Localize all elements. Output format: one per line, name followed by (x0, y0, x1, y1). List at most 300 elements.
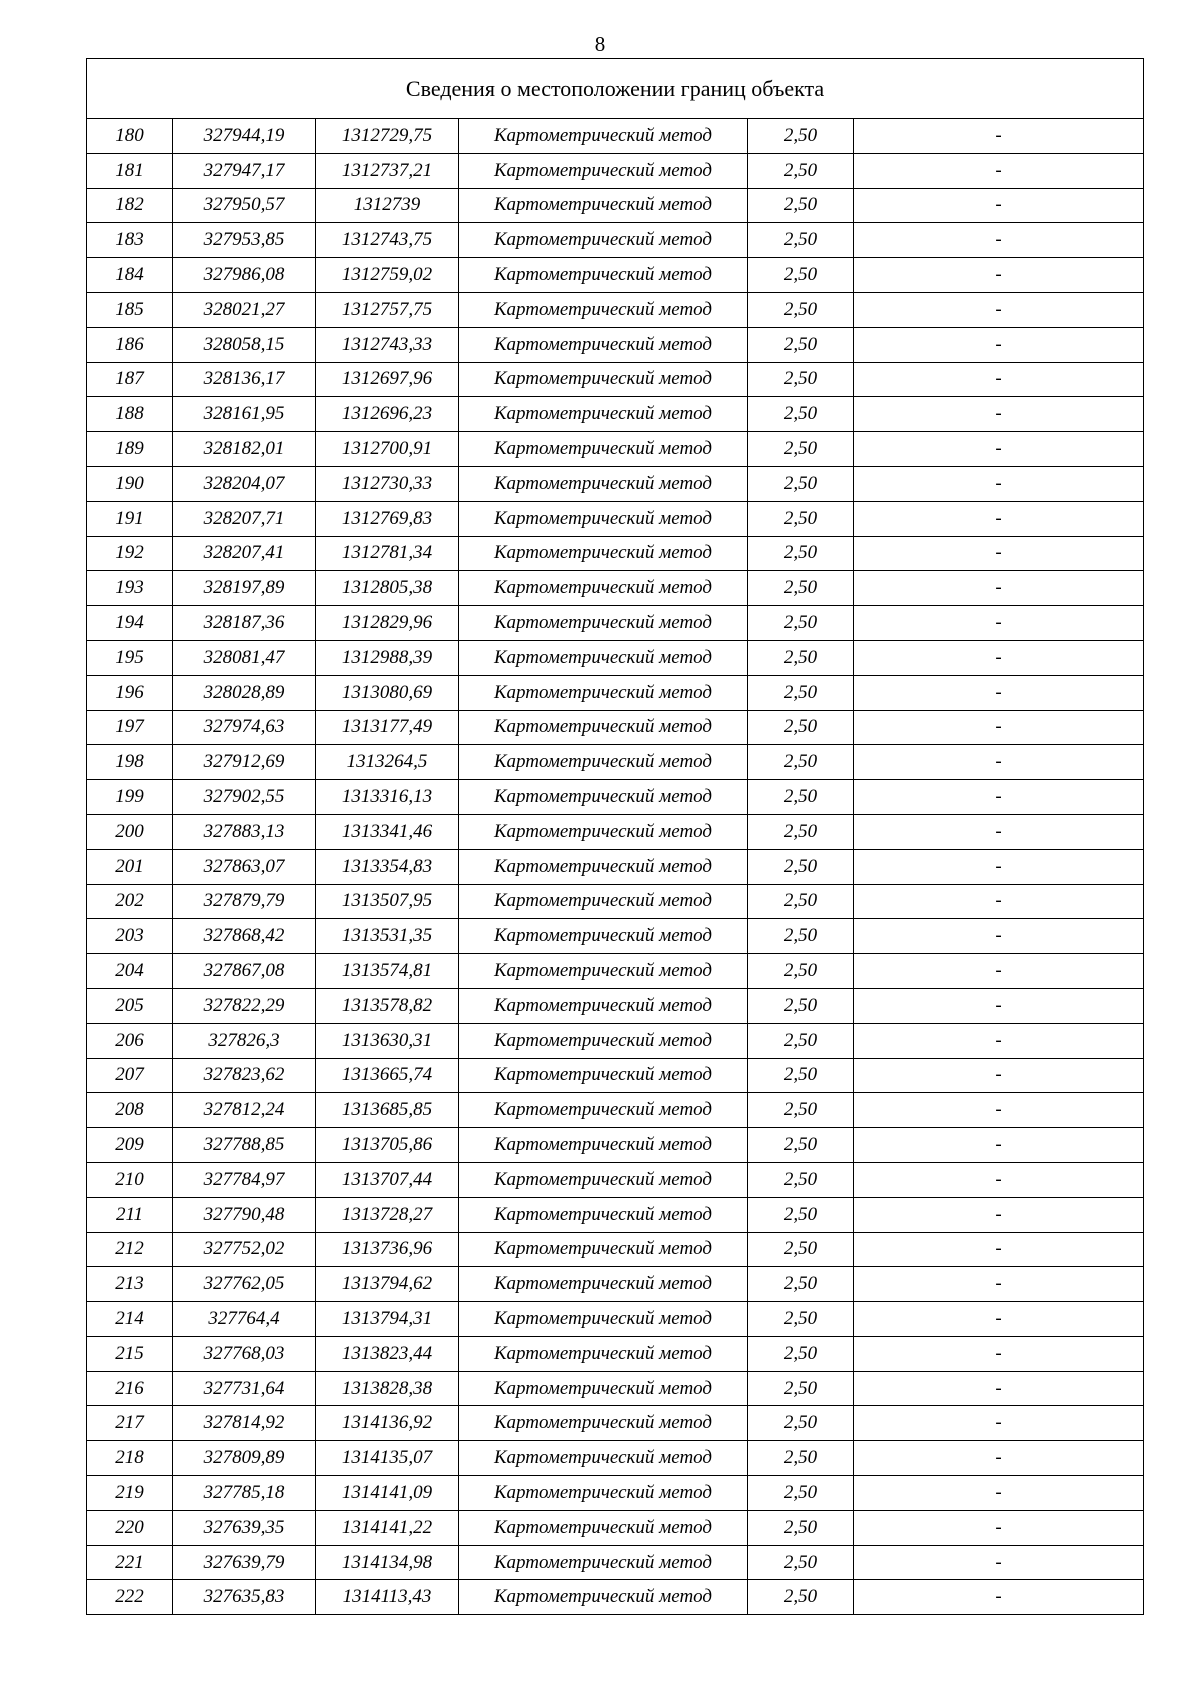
x-coordinate-cell: 328182,01 (173, 432, 316, 467)
x-coordinate-cell: 327863,07 (173, 849, 316, 884)
point-number-cell: 213 (87, 1267, 173, 1302)
point-number-cell: 217 (87, 1406, 173, 1441)
description-cell: - (854, 988, 1144, 1023)
x-coordinate-cell: 327812,24 (173, 1093, 316, 1128)
method-cell: Картометрический метод (459, 397, 748, 432)
accuracy-cell: 2,50 (748, 1476, 854, 1511)
accuracy-cell: 2,50 (748, 919, 854, 954)
y-coordinate-cell: 1313665,74 (316, 1058, 459, 1093)
y-coordinate-cell: 1313685,85 (316, 1093, 459, 1128)
description-cell: - (854, 1162, 1144, 1197)
method-cell: Картометрический метод (459, 675, 748, 710)
y-coordinate-cell: 1313736,96 (316, 1232, 459, 1267)
method-cell: Картометрический метод (459, 1476, 748, 1511)
x-coordinate-cell: 328197,89 (173, 571, 316, 606)
table-body (87, 59, 1144, 1615)
description-cell: - (854, 954, 1144, 989)
point-number-cell: 219 (87, 1476, 173, 1511)
description-cell: - (854, 1267, 1144, 1302)
table-row (87, 675, 1144, 710)
method-cell: Картометрический метод (459, 571, 748, 606)
point-number-cell: 188 (87, 397, 173, 432)
point-number-cell: 180 (87, 119, 173, 154)
y-coordinate-cell: 1312781,34 (316, 536, 459, 571)
point-number-cell: 205 (87, 988, 173, 1023)
table-row (87, 292, 1144, 327)
point-number-cell: 211 (87, 1197, 173, 1232)
description-cell: - (854, 223, 1144, 258)
method-cell: Картометрический метод (459, 119, 748, 154)
method-cell: Картометрический метод (459, 501, 748, 536)
table-row (87, 710, 1144, 745)
point-number-cell: 212 (87, 1232, 173, 1267)
accuracy-cell: 2,50 (748, 1232, 854, 1267)
x-coordinate-cell: 327950,57 (173, 188, 316, 223)
table-row (87, 814, 1144, 849)
table-row (87, 849, 1144, 884)
accuracy-cell: 2,50 (748, 223, 854, 258)
description-cell: - (854, 292, 1144, 327)
point-number-cell: 201 (87, 849, 173, 884)
x-coordinate-cell: 327947,17 (173, 153, 316, 188)
x-coordinate-cell: 327868,42 (173, 919, 316, 954)
y-coordinate-cell: 1313177,49 (316, 710, 459, 745)
table-row (87, 153, 1144, 188)
accuracy-cell: 2,50 (748, 1023, 854, 1058)
description-cell: - (854, 1545, 1144, 1580)
accuracy-cell: 2,50 (748, 258, 854, 293)
y-coordinate-cell: 1312769,83 (316, 501, 459, 536)
table-row (87, 327, 1144, 362)
description-cell: - (854, 119, 1144, 154)
y-coordinate-cell: 1313264,5 (316, 745, 459, 780)
accuracy-cell: 2,50 (748, 988, 854, 1023)
accuracy-cell: 2,50 (748, 1441, 854, 1476)
method-cell: Картометрический метод (459, 432, 748, 467)
description-cell: - (854, 780, 1144, 815)
accuracy-cell: 2,50 (748, 675, 854, 710)
x-coordinate-cell: 328058,15 (173, 327, 316, 362)
point-number-cell: 185 (87, 292, 173, 327)
x-coordinate-cell: 327639,35 (173, 1510, 316, 1545)
description-cell: - (854, 188, 1144, 223)
description-cell: - (854, 1371, 1144, 1406)
description-cell: - (854, 675, 1144, 710)
table-row (87, 501, 1144, 536)
accuracy-cell: 2,50 (748, 1058, 854, 1093)
accuracy-cell: 2,50 (748, 1128, 854, 1163)
y-coordinate-cell: 1313354,83 (316, 849, 459, 884)
x-coordinate-cell: 327883,13 (173, 814, 316, 849)
description-cell: - (854, 1406, 1144, 1441)
table-row (87, 1128, 1144, 1163)
y-coordinate-cell: 1312759,02 (316, 258, 459, 293)
accuracy-cell: 2,50 (748, 1371, 854, 1406)
point-number-cell: 209 (87, 1128, 173, 1163)
description-cell: - (854, 710, 1144, 745)
method-cell: Картометрический метод (459, 849, 748, 884)
boundary-coordinates-table (86, 58, 1144, 1615)
table-row (87, 362, 1144, 397)
method-cell: Картометрический метод (459, 1336, 748, 1371)
y-coordinate-cell: 1314141,09 (316, 1476, 459, 1511)
point-number-cell: 210 (87, 1162, 173, 1197)
method-cell: Картометрический метод (459, 466, 748, 501)
table-row (87, 1406, 1144, 1441)
accuracy-cell: 2,50 (748, 292, 854, 327)
x-coordinate-cell: 327639,79 (173, 1545, 316, 1580)
description-cell: - (854, 153, 1144, 188)
method-cell: Картометрический метод (459, 1197, 748, 1232)
y-coordinate-cell: 1314135,07 (316, 1441, 459, 1476)
y-coordinate-cell: 1313705,86 (316, 1128, 459, 1163)
x-coordinate-cell: 328161,95 (173, 397, 316, 432)
y-coordinate-cell: 1313794,31 (316, 1302, 459, 1337)
description-cell: - (854, 919, 1144, 954)
y-coordinate-cell: 1312729,75 (316, 119, 459, 154)
description-cell: - (854, 814, 1144, 849)
x-coordinate-cell: 327785,18 (173, 1476, 316, 1511)
table-row (87, 640, 1144, 675)
description-cell: - (854, 327, 1144, 362)
point-number-cell: 215 (87, 1336, 173, 1371)
point-number-cell: 221 (87, 1545, 173, 1580)
y-coordinate-cell: 1313507,95 (316, 884, 459, 919)
x-coordinate-cell: 327731,64 (173, 1371, 316, 1406)
method-cell: Картометрический метод (459, 780, 748, 815)
y-coordinate-cell: 1312757,75 (316, 292, 459, 327)
accuracy-cell: 2,50 (748, 188, 854, 223)
method-cell: Картометрический метод (459, 1093, 748, 1128)
point-number-cell: 204 (87, 954, 173, 989)
method-cell: Картометрический метод (459, 814, 748, 849)
method-cell: Картометрический метод (459, 1302, 748, 1337)
x-coordinate-cell: 327809,89 (173, 1441, 316, 1476)
y-coordinate-cell: 1313728,27 (316, 1197, 459, 1232)
y-coordinate-cell: 1312737,21 (316, 153, 459, 188)
accuracy-cell: 2,50 (748, 1545, 854, 1580)
x-coordinate-cell: 327912,69 (173, 745, 316, 780)
table-row (87, 188, 1144, 223)
point-number-cell: 182 (87, 188, 173, 223)
description-cell: - (854, 1093, 1144, 1128)
x-coordinate-cell: 327986,08 (173, 258, 316, 293)
y-coordinate-cell: 1313531,35 (316, 919, 459, 954)
y-coordinate-cell: 1314136,92 (316, 1406, 459, 1441)
x-coordinate-cell: 328204,07 (173, 466, 316, 501)
method-cell: Картометрический метод (459, 954, 748, 989)
point-number-cell: 183 (87, 223, 173, 258)
point-number-cell: 181 (87, 153, 173, 188)
description-cell: - (854, 536, 1144, 571)
description-cell: - (854, 397, 1144, 432)
x-coordinate-cell: 327867,08 (173, 954, 316, 989)
y-coordinate-cell: 1313823,44 (316, 1336, 459, 1371)
accuracy-cell: 2,50 (748, 745, 854, 780)
method-cell: Картометрический метод (459, 1232, 748, 1267)
method-cell: Картометрический метод (459, 710, 748, 745)
x-coordinate-cell: 328207,71 (173, 501, 316, 536)
x-coordinate-cell: 328028,89 (173, 675, 316, 710)
table-row (87, 919, 1144, 954)
y-coordinate-cell: 1312988,39 (316, 640, 459, 675)
accuracy-cell: 2,50 (748, 153, 854, 188)
x-coordinate-cell: 327902,55 (173, 780, 316, 815)
table-row (87, 397, 1144, 432)
y-coordinate-cell: 1313574,81 (316, 954, 459, 989)
method-cell: Картометрический метод (459, 1371, 748, 1406)
point-number-cell: 191 (87, 501, 173, 536)
x-coordinate-cell: 327822,29 (173, 988, 316, 1023)
point-number-cell: 186 (87, 327, 173, 362)
table-title: Сведения о местоположении границ объекта (87, 59, 1144, 119)
table-row (87, 988, 1144, 1023)
x-coordinate-cell: 327944,19 (173, 119, 316, 154)
method-cell: Картометрический метод (459, 1058, 748, 1093)
accuracy-cell: 2,50 (748, 710, 854, 745)
accuracy-cell: 2,50 (748, 606, 854, 641)
table-row (87, 1510, 1144, 1545)
point-number-cell: 196 (87, 675, 173, 710)
table-row (87, 1580, 1144, 1615)
description-cell: - (854, 1023, 1144, 1058)
accuracy-cell: 2,50 (748, 362, 854, 397)
y-coordinate-cell: 1312829,96 (316, 606, 459, 641)
method-cell: Картометрический метод (459, 258, 748, 293)
description-cell: - (854, 501, 1144, 536)
method-cell: Картометрический метод (459, 1406, 748, 1441)
description-cell: - (854, 745, 1144, 780)
method-cell: Картометрический метод (459, 1023, 748, 1058)
accuracy-cell: 2,50 (748, 1580, 854, 1615)
y-coordinate-cell: 1312739 (316, 188, 459, 223)
y-coordinate-cell: 1313316,13 (316, 780, 459, 815)
method-cell: Картометрический метод (459, 1162, 748, 1197)
method-cell: Картометрический метод (459, 188, 748, 223)
accuracy-cell: 2,50 (748, 1336, 854, 1371)
accuracy-cell: 2,50 (748, 327, 854, 362)
point-number-cell: 192 (87, 536, 173, 571)
method-cell: Картометрический метод (459, 1510, 748, 1545)
accuracy-cell: 2,50 (748, 501, 854, 536)
table-row (87, 606, 1144, 641)
description-cell: - (854, 1336, 1144, 1371)
method-cell: Картометрический метод (459, 153, 748, 188)
description-cell: - (854, 1058, 1144, 1093)
point-number-cell: 193 (87, 571, 173, 606)
table-row (87, 1302, 1144, 1337)
accuracy-cell: 2,50 (748, 1162, 854, 1197)
point-number-cell: 184 (87, 258, 173, 293)
x-coordinate-cell: 328187,36 (173, 606, 316, 641)
accuracy-cell: 2,50 (748, 1302, 854, 1337)
method-cell: Картометрический метод (459, 988, 748, 1023)
method-cell: Картометрический метод (459, 223, 748, 258)
y-coordinate-cell: 1312696,23 (316, 397, 459, 432)
accuracy-cell: 2,50 (748, 954, 854, 989)
x-coordinate-cell: 327953,85 (173, 223, 316, 258)
method-cell: Картометрический метод (459, 745, 748, 780)
method-cell: Картометрический метод (459, 640, 748, 675)
table-row (87, 1058, 1144, 1093)
point-number-cell: 202 (87, 884, 173, 919)
table-row (87, 954, 1144, 989)
y-coordinate-cell: 1312697,96 (316, 362, 459, 397)
point-number-cell: 203 (87, 919, 173, 954)
x-coordinate-cell: 327762,05 (173, 1267, 316, 1302)
point-number-cell: 216 (87, 1371, 173, 1406)
table-row (87, 745, 1144, 780)
description-cell: - (854, 1510, 1144, 1545)
point-number-cell: 214 (87, 1302, 173, 1337)
point-number-cell: 197 (87, 710, 173, 745)
table-row (87, 1232, 1144, 1267)
table-row (87, 536, 1144, 571)
table-row (87, 1336, 1144, 1371)
x-coordinate-cell: 327974,63 (173, 710, 316, 745)
accuracy-cell: 2,50 (748, 571, 854, 606)
x-coordinate-cell: 327635,83 (173, 1580, 316, 1615)
accuracy-cell: 2,50 (748, 1267, 854, 1302)
description-cell: - (854, 1580, 1144, 1615)
method-cell: Картометрический метод (459, 362, 748, 397)
point-number-cell: 200 (87, 814, 173, 849)
description-cell: - (854, 1476, 1144, 1511)
point-number-cell: 208 (87, 1093, 173, 1128)
accuracy-cell: 2,50 (748, 884, 854, 919)
description-cell: - (854, 1302, 1144, 1337)
x-coordinate-cell: 327790,48 (173, 1197, 316, 1232)
description-cell: - (854, 258, 1144, 293)
accuracy-cell: 2,50 (748, 1510, 854, 1545)
y-coordinate-cell: 1312700,91 (316, 432, 459, 467)
point-number-cell: 195 (87, 640, 173, 675)
method-cell: Картометрический метод (459, 292, 748, 327)
table-title-row (87, 59, 1144, 119)
method-cell: Картометрический метод (459, 1545, 748, 1580)
table-row (87, 432, 1144, 467)
point-number-cell: 206 (87, 1023, 173, 1058)
table-row (87, 1162, 1144, 1197)
y-coordinate-cell: 1313794,62 (316, 1267, 459, 1302)
description-cell: - (854, 466, 1144, 501)
accuracy-cell: 2,50 (748, 1406, 854, 1441)
point-number-cell: 220 (87, 1510, 173, 1545)
table-row (87, 1023, 1144, 1058)
y-coordinate-cell: 1314113,43 (316, 1580, 459, 1615)
accuracy-cell: 2,50 (748, 814, 854, 849)
y-coordinate-cell: 1313828,38 (316, 1371, 459, 1406)
description-cell: - (854, 849, 1144, 884)
y-coordinate-cell: 1313578,82 (316, 988, 459, 1023)
description-cell: - (854, 432, 1144, 467)
accuracy-cell: 2,50 (748, 1197, 854, 1232)
method-cell: Картометрический метод (459, 884, 748, 919)
accuracy-cell: 2,50 (748, 780, 854, 815)
table-row (87, 119, 1144, 154)
accuracy-cell: 2,50 (748, 432, 854, 467)
table-row (87, 571, 1144, 606)
y-coordinate-cell: 1312743,75 (316, 223, 459, 258)
method-cell: Картометрический метод (459, 606, 748, 641)
description-cell: - (854, 1232, 1144, 1267)
x-coordinate-cell: 327879,79 (173, 884, 316, 919)
table-row (87, 1441, 1144, 1476)
x-coordinate-cell: 327764,4 (173, 1302, 316, 1337)
accuracy-cell: 2,50 (748, 397, 854, 432)
description-cell: - (854, 606, 1144, 641)
table-row (87, 1197, 1144, 1232)
table-row (87, 1267, 1144, 1302)
description-cell: - (854, 1441, 1144, 1476)
y-coordinate-cell: 1313707,44 (316, 1162, 459, 1197)
y-coordinate-cell: 1312805,38 (316, 571, 459, 606)
point-number-cell: 190 (87, 466, 173, 501)
x-coordinate-cell: 327752,02 (173, 1232, 316, 1267)
accuracy-cell: 2,50 (748, 536, 854, 571)
point-number-cell: 218 (87, 1441, 173, 1476)
y-coordinate-cell: 1313080,69 (316, 675, 459, 710)
method-cell: Картометрический метод (459, 1580, 748, 1615)
table-row (87, 466, 1144, 501)
point-number-cell: 187 (87, 362, 173, 397)
table-row (87, 223, 1144, 258)
table-row (87, 1093, 1144, 1128)
point-number-cell: 194 (87, 606, 173, 641)
y-coordinate-cell: 1314134,98 (316, 1545, 459, 1580)
y-coordinate-cell: 1313630,31 (316, 1023, 459, 1058)
description-cell: - (854, 640, 1144, 675)
x-coordinate-cell: 328136,17 (173, 362, 316, 397)
x-coordinate-cell: 327826,3 (173, 1023, 316, 1058)
description-cell: - (854, 1197, 1144, 1232)
method-cell: Картометрический метод (459, 536, 748, 571)
method-cell: Картометрический метод (459, 327, 748, 362)
point-number-cell: 198 (87, 745, 173, 780)
accuracy-cell: 2,50 (748, 119, 854, 154)
point-number-cell: 222 (87, 1580, 173, 1615)
page-number: 8 (594, 32, 606, 56)
x-coordinate-cell: 328021,27 (173, 292, 316, 327)
accuracy-cell: 2,50 (748, 849, 854, 884)
point-number-cell: 207 (87, 1058, 173, 1093)
x-coordinate-cell: 327784,97 (173, 1162, 316, 1197)
table-row (87, 1371, 1144, 1406)
x-coordinate-cell: 328207,41 (173, 536, 316, 571)
description-cell: - (854, 571, 1144, 606)
table-row (87, 1476, 1144, 1511)
point-number-cell: 199 (87, 780, 173, 815)
point-number-cell: 189 (87, 432, 173, 467)
x-coordinate-cell: 327788,85 (173, 1128, 316, 1163)
accuracy-cell: 2,50 (748, 640, 854, 675)
method-cell: Картометрический метод (459, 1267, 748, 1302)
y-coordinate-cell: 1312730,33 (316, 466, 459, 501)
table-row (87, 1545, 1144, 1580)
table-row (87, 258, 1144, 293)
method-cell: Картометрический метод (459, 919, 748, 954)
x-coordinate-cell: 327768,03 (173, 1336, 316, 1371)
description-cell: - (854, 884, 1144, 919)
x-coordinate-cell: 328081,47 (173, 640, 316, 675)
method-cell: Картометрический метод (459, 1441, 748, 1476)
accuracy-cell: 2,50 (748, 1093, 854, 1128)
description-cell: - (854, 362, 1144, 397)
table-row (87, 780, 1144, 815)
description-cell: - (854, 1128, 1144, 1163)
table-row (87, 884, 1144, 919)
accuracy-cell: 2,50 (748, 466, 854, 501)
